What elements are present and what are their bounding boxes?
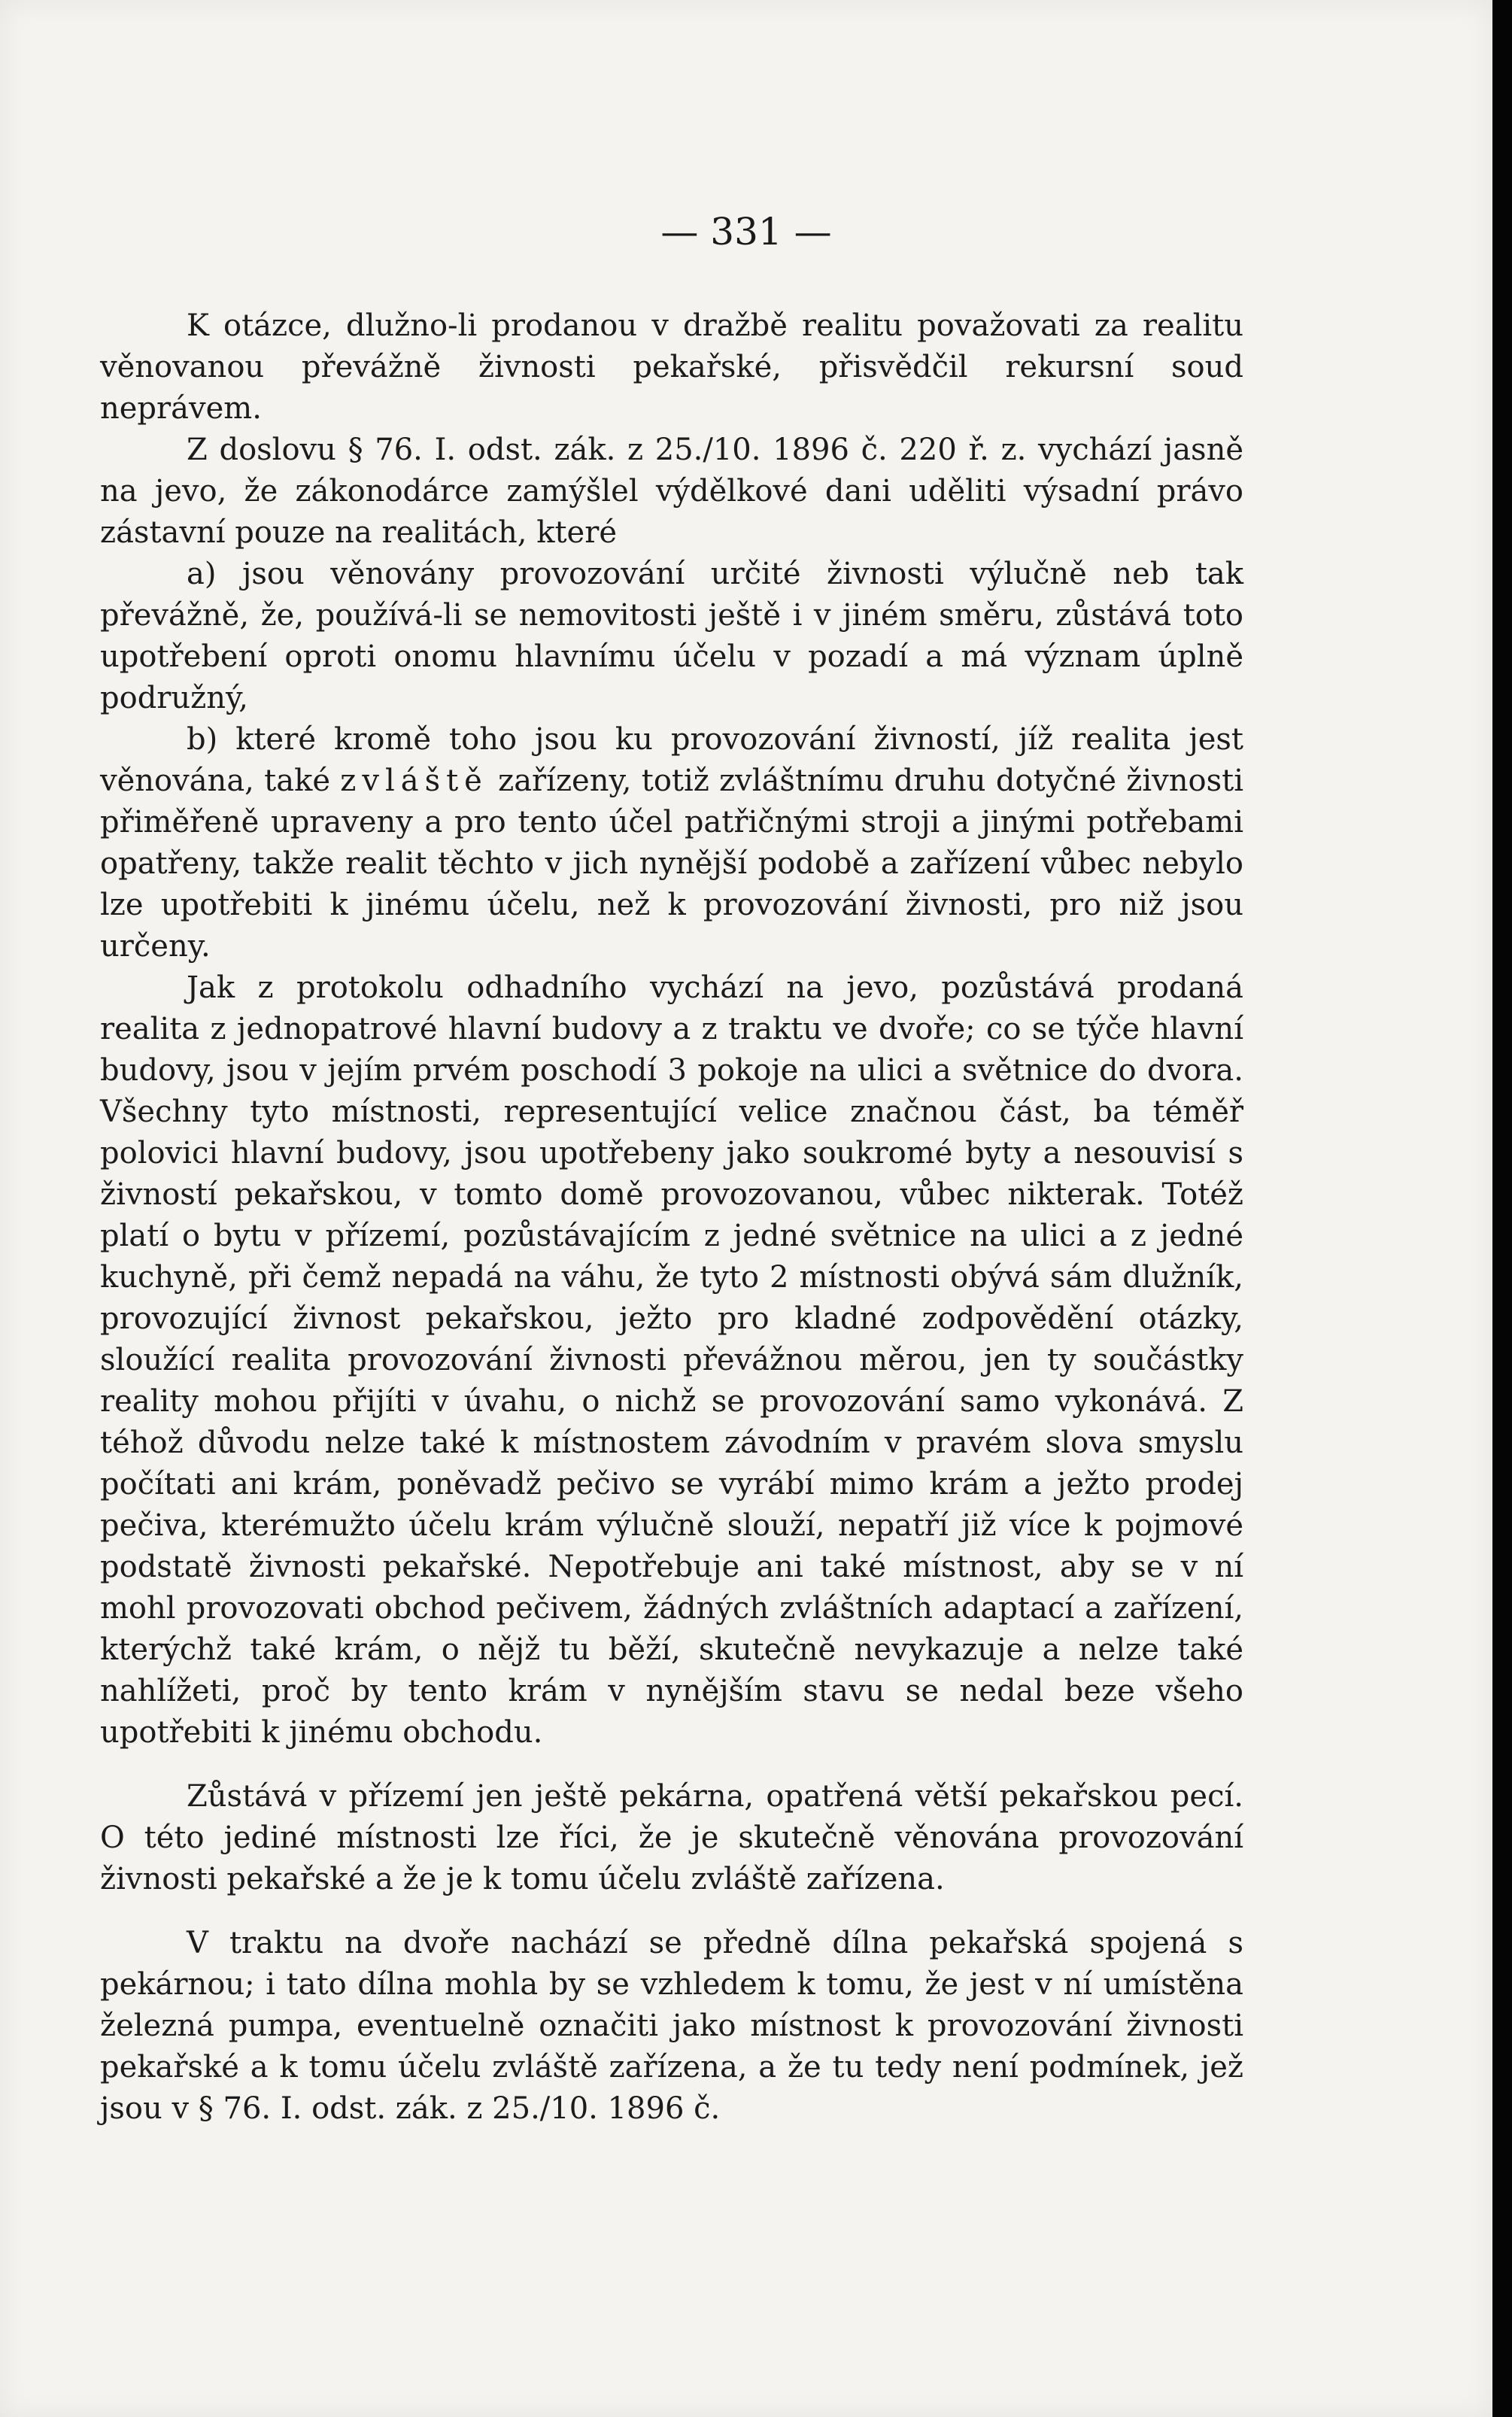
paragraph-5: Jak z protokolu odhadního vychází na jevo, pozůstává prodaná realita z jednopatrové hlavní budovy a z traktu ve dvoře; co se týče hlavní budovy, jsou v jejím prvém poschodí 3 pokoje na ulici a světnice do dvora. Všechny tyto místnosti, representující velice značnou část, ba téměř polovici hlavní budovy, jsou upotřebeny jako soukromé byty a nesouvisí s živností pekařskou, v tomto domě provozovanou, vůbec nikterak. Totéž platí o bytu v přízemí, pozůstávajícím z jedné světnice na ulici a z jedné kuchyně, při čemž nepadá na váhu, že tyto 2 místnosti obývá sám dlužník, provozující živnost pekařskou, ježto pro kladné zodpovědění otázky, sloužící realita provozování živnosti převážnou měrou, jen ty součástky reality mohou přijíti v úvahu, o nichž se provozování samo vykonává. Z téhož důvodu nelze také k místnostem závodním v pravém slova smyslu počítati ani krám, poněvadž pečivo se vyrábí mimo krám a ježto prodej pečiva, kterémužto účelu krám výlučně slouží, nepatří již více k pojmové podstatě živnosti pekařské. Nepotřebuje ani také místnost, aby se v ní mohl provozovati obchod pečivem, žádných zvláštních adaptací a zařízení, kterýchž také krám, o nějž tu běží, skutečně nevykazuje a nelze také nahlížeti, proč by tento krám v nynějším stavu se nedal beze všeho upotřebiti k jinému obchodu.: [100, 970, 1243, 1750]
paragraph-7: V traktu na dvoře nachází se předně dílna pekařská spojená s pekárnou; i tato dílna mohla by se vzhledem k tomu, že jest v ní umístěna železná pumpa, eventuelně označiti jako místnost k provozování živnosti pekařské a k tomu účelu zvláště zařízena, a že tu tedy není podmínek, jež jsou v § 76. I. odst. zák. z 25./10. 1896 č.: [100, 1926, 1243, 2126]
emphasized-word: zvláště: [340, 764, 488, 798]
paragraph-1: K otázce, dlužno-li prodanou v dražbě realitu považovati za realitu věnovanou převážně živnosti pekařské, přisvědčil rekursní soud neprávem.: [100, 308, 1243, 426]
paragraph-4-end: zařízeny, totiž zvláštnímu druhu dotyčné živnosti přiměřeně upraveny a pro tento účel patřičnými stroji a jinými potřebami opatřeny, takže realit těchto v jich nynější podobě a zařízení vůbec nebylo lze upotřebiti k jinému účelu, než k provozování živnosti, pro niž jsou určeny.: [100, 764, 1243, 964]
paragraph-4: [100, 719, 1243, 967]
body-text: [100, 305, 1243, 2130]
page-number: — 331 —: [660, 210, 832, 254]
paragraph-4-start: b) které kromě toho jsou ku provozování živností, jíž realita jest věnována, také: [100, 722, 1243, 798]
scan-edge: [1492, 0, 1512, 2417]
paragraph-6: Zůstává v přízemí jen ještě pekárna, opatřená větší pekařskou pecí. O této jediné místnosti lze říci, že je skutečně věnována provozování živnosti pekařské a že je k tomu účelu zvláště zařízena.: [100, 1779, 1243, 1896]
paragraph-2: Z doslovu § 76. I. odst. zák. z 25./10. 1896 č. 220 ř. z. vychází jasně na jevo, že zákonodárce zamýšlel výdělkové dani uděliti výsadní právo zástavní pouze na realitách, které: [100, 433, 1243, 550]
paragraph-3: a) jsou věnovány provozování určité živnosti výlučně neb tak převážně, že, používá-li se nemovitosti ještě i v jiném směru, zůstává toto upotřebení oproti onomu hlavnímu účelu v pozadí a má význam úplně podružný,: [100, 557, 1243, 715]
